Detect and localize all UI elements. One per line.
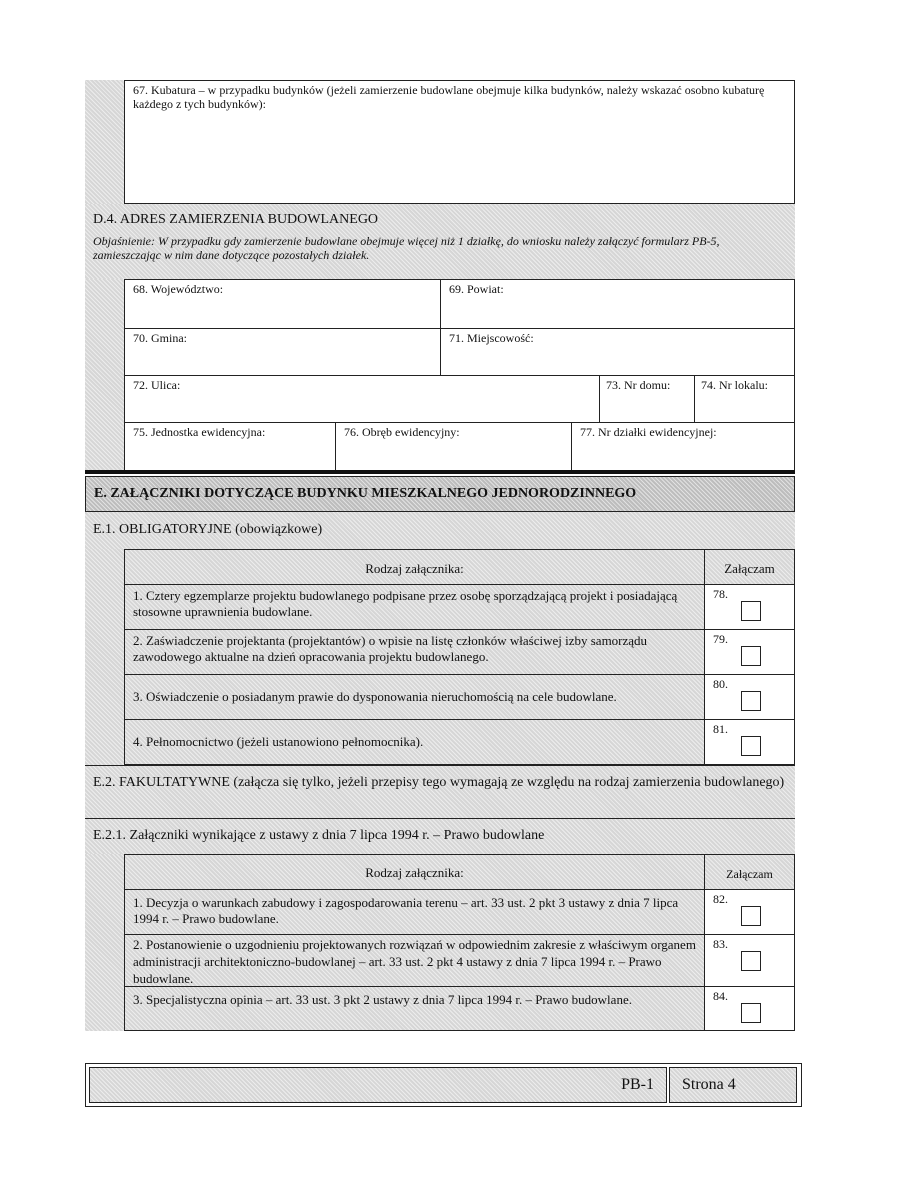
e1-row-3 bbox=[124, 674, 705, 720]
e1-row-1 bbox=[124, 584, 705, 630]
e21-col-attach-header bbox=[704, 854, 795, 890]
e1-row-1-num: 78. bbox=[713, 587, 728, 601]
field-68-wojewodztwo[interactable] bbox=[124, 279, 441, 329]
e21-col-attach-label: Załączam bbox=[726, 867, 773, 881]
e21-row-1-text: 1. Decyzja o warunkach zabudowy i zagospodarowania terenu – art. 33 ust. 2 pkt 3 ustawy z dnia 7 lipca 1994 r. – Prawo budowlane. bbox=[133, 895, 679, 926]
field-77-label: 77. Nr działki ewidencyjnej: bbox=[580, 425, 717, 439]
field-72-ulica[interactable] bbox=[124, 375, 600, 423]
left-margin-strip-d4 bbox=[85, 279, 125, 471]
e1-row-1-attach bbox=[704, 584, 795, 630]
e1-row-1-text: 1. Cztery egzemplarze projektu budowlanego podpisane przez osobę sporządzającą projekt i posiadającą stosowne uprawnienia budowlane. bbox=[133, 588, 678, 619]
checkbox-80[interactable] bbox=[741, 691, 761, 711]
e1-row-3-attach bbox=[704, 674, 795, 720]
section-e1-title: E.1. OBLIGATORYJNE (obowiązkowe) bbox=[93, 522, 323, 537]
e21-row-3-text: 3. Specjalistyczna opinia – art. 33 ust. 3 pkt 2 ustawy z dnia 7 lipca 1994 r. – Prawo budowlane. bbox=[133, 992, 632, 1007]
field-74-label: 74. Nr lokalu: bbox=[701, 378, 768, 392]
section-e21-title: E.2.1. Załączniki wynikające z ustawy z dnia 7 lipca 1994 r. – Prawo budowlane bbox=[93, 828, 545, 843]
e21-row-2-num: 83. bbox=[713, 937, 728, 951]
checkbox-81[interactable] bbox=[741, 736, 761, 756]
left-margin-strip bbox=[85, 80, 125, 204]
section-d4-note: Objaśnienie: W przypadku gdy zamierzenie budowlane obejmuje więcej niż 1 działkę, do wniosku należy załączyć formularz PB-5, zamieszczając w nim dane dotyczące pozostałych działek. bbox=[93, 234, 720, 262]
field-72-label: 72. Ulica: bbox=[133, 378, 181, 392]
e21-row-3-attach bbox=[704, 986, 795, 1031]
e1-col-attach-header bbox=[704, 549, 795, 585]
e1-row-2-text: 2. Zaświadczenie projektanta (projektantów) o wpisie na listę członków właściwej izby samorządu zawodowego aktualne na dzień opracowania projektu budowlanego. bbox=[133, 633, 648, 664]
e21-row-2 bbox=[124, 934, 705, 987]
left-margin-strip-e1 bbox=[85, 549, 125, 765]
e21-row-3 bbox=[124, 986, 705, 1031]
e21-col-type-header bbox=[124, 854, 705, 890]
section-d4-title: D.4. ADRES ZAMIERZENIA BUDOWLANEGO bbox=[93, 212, 379, 227]
footer-form-code: PB-1 bbox=[621, 1076, 654, 1093]
e1-row-2-num: 79. bbox=[713, 632, 728, 646]
section-e1-header bbox=[85, 512, 795, 549]
e21-row-1-attach bbox=[704, 889, 795, 935]
e21-row-3-num: 84. bbox=[713, 989, 728, 1003]
section-e21-header bbox=[85, 818, 795, 854]
e1-row-2 bbox=[124, 629, 705, 675]
e21-row-1 bbox=[124, 889, 705, 935]
e21-row-2-attach bbox=[704, 934, 795, 987]
e1-row-2-attach bbox=[704, 629, 795, 675]
footer-frame bbox=[85, 1063, 802, 1107]
field-74-nr-lokalu[interactable] bbox=[694, 375, 795, 423]
checkbox-78[interactable] bbox=[741, 601, 761, 621]
section-d4-header bbox=[85, 204, 795, 279]
e21-row-2-text: 2. Postanowienie o uzgodnieniu projektowanych rozwiązań w odpowiednim zakresie z właściwym organem administracji architektoniczno-budowlanej – art. 33 ust. 2 pkt 4 ustawy z dnia 7 lipca 1994 r. – Prawo budowlane. bbox=[133, 937, 696, 986]
section-divider bbox=[85, 470, 795, 474]
field-68-label: 68. Województwo: bbox=[133, 282, 224, 296]
field-77-nr-dzialki[interactable] bbox=[571, 422, 795, 471]
e1-row-4-num: 81. bbox=[713, 722, 728, 736]
field-75-jednostka[interactable] bbox=[124, 422, 336, 471]
field-76-label: 76. Obręb ewidencyjny: bbox=[344, 425, 460, 439]
field-70-label: 70. Gmina: bbox=[133, 331, 187, 345]
e21-col-type-label: Rodzaj załącznika: bbox=[365, 865, 464, 880]
footer-form-cell bbox=[89, 1067, 667, 1103]
e1-row-3-text: 3. Oświadczenie o posiadanym prawie do dysponowania nieruchomością na cele budowlane. bbox=[133, 689, 617, 704]
e1-col-attach-label: Załączam bbox=[724, 561, 775, 576]
section-e-header bbox=[85, 476, 795, 512]
e21-row-1-num: 82. bbox=[713, 892, 728, 906]
field-73-label: 73. Nr domu: bbox=[606, 378, 671, 392]
section-e-title: E. ZAŁĄCZNIKI DOTYCZĄCE BUDYNKU MIESZKALNEGO JEDNORODZINNEGO bbox=[94, 486, 637, 501]
e1-row-4-text: 4. Pełnomocnictwo (jeżeli ustanowiono pełnomocnika). bbox=[133, 734, 424, 749]
section-e2-title: E.2. FAKULTATYWNE (załącza się tylko, jeżeli przepisy tego wymagają ze względu na rodzaj zamierzenia budowlanego) bbox=[93, 775, 785, 790]
e1-col-type-label: Rodzaj załącznika: bbox=[365, 561, 464, 576]
e1-col-type-header bbox=[124, 549, 705, 585]
footer-page-number: Strona 4 bbox=[682, 1076, 736, 1093]
checkbox-84[interactable] bbox=[741, 1003, 761, 1023]
field-75-label: 75. Jednostka ewidencyjna: bbox=[133, 425, 266, 439]
field-71-miejscowosc[interactable] bbox=[440, 328, 795, 376]
section-e2-header bbox=[85, 765, 795, 818]
field-71-label: 71. Miejscowość: bbox=[449, 331, 534, 345]
field-76-obreb[interactable] bbox=[335, 422, 572, 471]
field-69-label: 69. Powiat: bbox=[449, 282, 504, 296]
checkbox-82[interactable] bbox=[741, 906, 761, 926]
field-69-powiat[interactable] bbox=[440, 279, 795, 329]
field-67-kubatura[interactable] bbox=[124, 80, 795, 204]
checkbox-79[interactable] bbox=[741, 646, 761, 666]
field-73-nr-domu[interactable] bbox=[599, 375, 695, 423]
checkbox-83[interactable] bbox=[741, 951, 761, 971]
left-margin-strip-e21 bbox=[85, 854, 125, 1031]
field-70-gmina[interactable] bbox=[124, 328, 441, 376]
field-67-label: 67. Kubatura – w przypadku budynków (jeżeli zamierzenie budowlane obejmuje kilka budynków, należy wskazać osobno kubaturę każdego z tych budynków): bbox=[133, 83, 765, 111]
footer-page-cell bbox=[669, 1067, 797, 1103]
e1-row-4-attach bbox=[704, 719, 795, 765]
e1-row-3-num: 80. bbox=[713, 677, 728, 691]
e1-row-4 bbox=[124, 719, 705, 765]
